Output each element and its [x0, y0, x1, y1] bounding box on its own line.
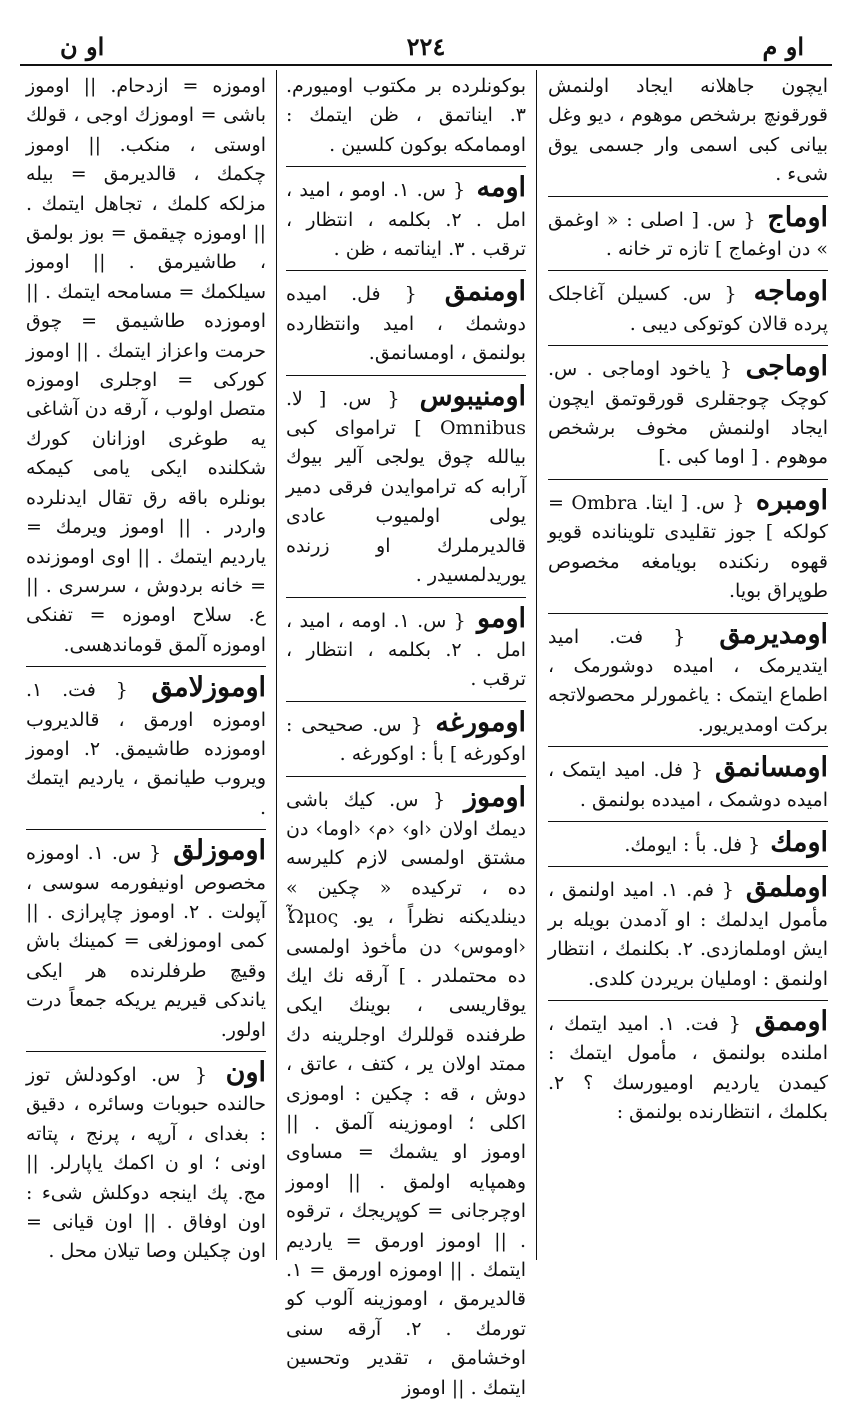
column-left	[20, 72, 272, 1262]
entry-headword: اوموزلامق	[151, 672, 266, 704]
entry-headword: اومدیرمق	[719, 618, 828, 650]
header-right-letters: او م	[762, 32, 804, 61]
entry-definition: { یاخود اوماجی . س. کوچک چوجقلری قورقوتمق ایچون ایجاد اولنمش مخوف برشخص موهوم . [ اوما کبی .]	[548, 358, 828, 469]
entry-headword: اومورغه	[435, 706, 526, 738]
entry-definition: { فت. ١. اوموزه اورمق ، قالدیروب اوموزده طاشیمق. ٢. اوموز ویروب طیانمق ، یاردیم ایتمك .	[26, 679, 266, 819]
dictionary-entry	[26, 836, 266, 1052]
dictionary-entry	[548, 352, 828, 480]
entry-headword: اوملمق	[745, 872, 828, 904]
dictionary-entry	[548, 486, 828, 614]
dictionary-entry	[286, 604, 526, 702]
entry-definition: { س. [ اصلی : « اوغمق » دن اوغماج ] تازه تر خانه .	[548, 208, 828, 261]
entry-definition: { س. ١. اوموزه مخصوص اونیفورمه سوسی ، آپولت . ٢. اوموز چاپرازی . || کمی اوموزلغی = کمینك باش وقیچ طرفلرنده هر ایکی یاندکی قیریم یریکه جمعاً درت اولور.	[26, 842, 266, 1041]
entry-definition: { س. [ ایتا. Ombra = کولکه ] جوز تقلیدی تلوینانده قویو قهوه رنکنده بویامغه مخصوص طوپراق بویا.	[548, 491, 828, 603]
entry-headword: اوماج	[767, 201, 828, 233]
dictionary-entry	[548, 753, 828, 822]
dictionary-entry	[26, 673, 266, 830]
dictionary-entry	[548, 203, 828, 272]
dictionary-entry	[26, 72, 266, 667]
entry-headword: اومنیبوس	[419, 380, 526, 412]
entry-definition: { س. ١. اومه ، امید ، امل . ٢. بکلمه ، انتظار ، ترقب .	[286, 609, 526, 691]
entry-definition: ایچون جاهلانه ایجاد اولنمش قورقونچ برشخص موهوم ، دیو وغل بیانی کبی اسمی وار جسمی یوق شیء .	[548, 75, 828, 186]
entry-headword: اومه	[476, 172, 526, 204]
entry-headword: اوماجه	[753, 276, 828, 308]
entry-definition: { فم. ١. امید اولنمق ، مأمول ایدلمك : او آدمدن بویله بر ایش اوملمازدی. ٢. بکلنمك ، انتظار اولنمق : اوملیان بریردن کلدی.	[548, 879, 828, 990]
entry-definition: { س. کسیلن آغاجلک پرده قالان کوتوکی دیبی .	[548, 283, 828, 335]
column-middle	[280, 72, 532, 1399]
entry-definition: { فل. بأ : ایومك.	[624, 833, 767, 856]
dictionary-entry	[548, 72, 828, 197]
entry-definition: { فت. ١. امید ایتمك ، املنده بولنمق ، مأمول ایتمك : کیمدن یاردیم اومیورسك ؟ ٢. بکلمك ، انتظارنده بولنمق :	[548, 1012, 828, 1124]
entry-headword: اوماجی	[745, 351, 828, 383]
dictionary-entry	[548, 1007, 828, 1128]
entry-definition: { فل. امید ایتمک ، امیده دوشمک ، امیدده بولنمق .	[548, 759, 828, 811]
entry-headword: اوموزلق	[173, 835, 266, 867]
dictionary-entry	[286, 708, 526, 777]
dictionary-entry	[548, 620, 828, 748]
header-left-letters: او ن	[60, 32, 105, 61]
page-header	[20, 30, 832, 66]
entry-headword: اوممق	[754, 1005, 828, 1037]
dictionary-entry	[548, 873, 828, 1001]
dictionary-entry	[286, 173, 526, 271]
column-right	[540, 72, 832, 1262]
dictionary-entry	[286, 783, 526, 1403]
entry-definition: { س. کیك باشی دیمك اولان ‹او› ‹م› ‹اوما› دن مشتق اولمسی لازم کلیرسه ده ، ترکیده « چکین » دینلدیکنه نظراً ، یو. Ὦμος ‹اوموس› دن مأخوذ اولمسی ده محتملدر . ] آرقه نك ایك یوقاریسی ، بوینك ایکی طرفنده قوللرك اوجلرینه دك ممتد اولان یر ، کتف ، عاتق ، دوش ، قه : چکین : اوموزی اکلی ؛ اوموزینه آلمق . || اوموز او یشمك = مساوی وهمپایه اولمق . || اوموز اوچرجانی = کوپریجك ، ترقوه . || اوموز اورمق = یاردیم ایتمك . || اوموزه اورمق = ١. قالدیرمق ، اوموزینه آلوب کو تورمك . ٢. آرقه سنی اوخشامق ، تقدیر وتحسین ایتمك . || اوموز	[286, 788, 526, 1399]
dictionary-entry	[548, 277, 828, 346]
entry-headword: اومبره	[755, 484, 829, 516]
entry-definition: { فت. امید ایتدیرمک ، امیده دوشورمک ، اطماع ایتمک : یاغمورلر محصولاتجه برکت اومدیریور.	[548, 625, 828, 736]
entry-headword: اومنمق	[444, 276, 526, 308]
entry-definition: اوموزه = ازدحام. || اوموز باشی = اوموزك اوجی ، قولك اوستی ، منکب. || اوموز چکمك ، قالدیرمق = بیله مزلکه کلمك ، تجاهل ایتمك . || اوموزه چیقمق = بوز بولمق ، طاشیرمق . || اوموز سیلکمك = مسامحه ایتمك . || اوموزده طاشیمق = چوق حرمت واعزاز ایتمك . || اوموز کورکی = اوجلری اوموزه متصل اولوب ، آرقه دن آشاغی یه طوغری اوزانان کورك شکلنده ایکی یامی کیمکه بونلره باقه رق تقال ایدنلرده واردر . || اوموز ویرمك = یاردیم ایتمك . || اوی اوموزنده = خانه بردوش ، سرسری . || ع. سلاح اوموزه = تفنکی اوموزه آلمق قوماندهسی.	[26, 75, 266, 656]
dictionary-entry	[286, 277, 526, 375]
entry-headword: اومك	[770, 826, 828, 858]
dictionary-entry	[26, 1058, 266, 1267]
entry-definition: { س. [ لا. Omnibus ] تراموای کبی بیالله چوق یولجی آلیر بیوك آرابه که تراموایدن فرقی دمیر یولی اولمیوب عادی قالدیرملرك او زرنده یوریدلمسیدر .	[286, 387, 526, 587]
dictionary-entry	[286, 382, 526, 598]
entry-headword: اوموز	[464, 781, 526, 813]
column-divider-right	[536, 70, 537, 1260]
entry-definition: { فل. امیده دوشمك ، امید وانتظارده بولنمق ، اومسانمق.	[286, 283, 526, 365]
entry-headword: اومسانمق	[715, 752, 828, 784]
dictionary-entry	[548, 828, 828, 867]
entry-headword: اون	[225, 1057, 266, 1088]
entry-definition: { س. اوکودلش توز حالنده حبوبات وسائره ، دقیق : بغدای ، آرپه ، پرنج ، پتاته اونی ؛ او ن اکمك یاپارلر. || مج. پك اینجه دوکلش شیء : اون اوفاق . || اون قیانی = اون چکیلن وصا تیلان محل .	[26, 1064, 266, 1263]
entry-definition: بوکونلرده بر مکتوب اومیورم. ٣. ایناتمق ، ظن ایتمك : اوممامکه بوکون کلسین .	[286, 75, 526, 156]
entry-headword: اومو	[477, 602, 526, 634]
page-number: ٢٢٤	[406, 32, 446, 61]
dictionary-entry	[286, 72, 526, 167]
column-divider-left	[276, 70, 277, 1260]
entry-definition: { س. صحیحی : اوکورغه ] بأ : اوکورغه .	[286, 713, 526, 766]
entry-definition: { س. ١. اومو ، امید ، امل . ٢. بکلمه ، انتظار ، ترقب . ٣. ایناتمه ، ظن .	[286, 179, 526, 261]
